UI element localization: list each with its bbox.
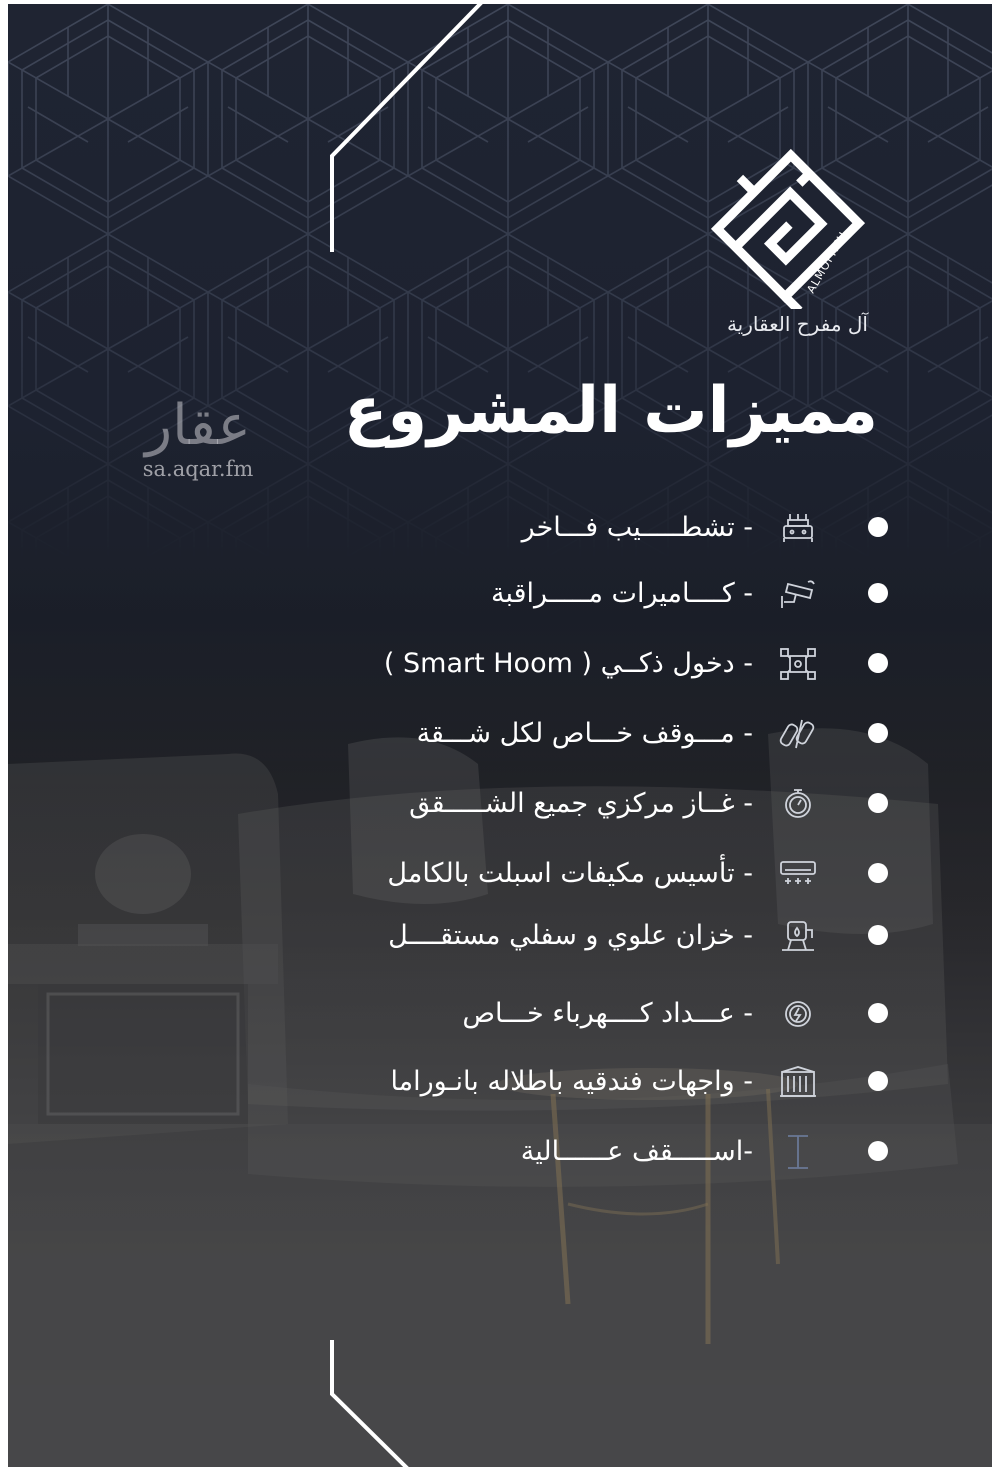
feature-item (308, 574, 898, 614)
feature-item (308, 854, 898, 894)
feature-text: -اســـــقف عــــــالية (520, 1136, 753, 1167)
poster (8, 4, 992, 1467)
feature-item (308, 994, 898, 1034)
feature-text: - واجهات فندقيه باطلاله بانـوراما (390, 1066, 753, 1097)
bullet-dot (868, 583, 888, 603)
furniture-icon (778, 510, 818, 546)
feature-text: - دخول ذكــي ( Smart Hoom ) (383, 648, 753, 679)
watermark-url: sa.aqar.fm (142, 457, 254, 481)
feature-item (308, 784, 898, 824)
feature-text: - مـــوقف خـــاص لكل شـــقة (416, 718, 753, 749)
feature-item (308, 1062, 898, 1102)
logo-wordmark: ALMOFREH (804, 229, 851, 296)
watermark-arabic-text: عقار (145, 393, 251, 458)
bullet-dot (868, 925, 888, 945)
bullet-dot (868, 793, 888, 813)
water-tank-icon (778, 918, 818, 954)
feature-text: - عـــداد كــــهرباء خـــاص (462, 998, 753, 1029)
feature-item (308, 1132, 898, 1172)
electricity-meter-icon (778, 996, 818, 1032)
almofreh-logo-icon (708, 144, 868, 309)
feature-item (308, 644, 898, 684)
smart-home-icon (778, 646, 818, 682)
bullet-dot (868, 1141, 888, 1161)
page-title: مميزات المشروع (343, 374, 878, 448)
feature-text: - كــــاميرات مـــــراقبة (491, 578, 753, 609)
bullet-dot (868, 1071, 888, 1091)
aqar-watermark (118, 394, 278, 480)
ceiling-height-icon (778, 1134, 818, 1170)
parking-cars-icon (778, 716, 818, 752)
feature-item (308, 916, 898, 956)
feature-text: - غــاز مركزي جميع الشـــــقق (409, 788, 753, 819)
bullet-dot (868, 1003, 888, 1023)
feature-text: - تأسيس مكيفات اسبلت بالكامل (387, 858, 753, 889)
feature-item (308, 714, 898, 754)
feature-item (308, 508, 898, 548)
air-conditioner-icon (778, 856, 818, 892)
bullet-dot (868, 723, 888, 743)
bullet-dot (868, 517, 888, 537)
security-camera-icon (778, 576, 818, 612)
bullet-dot (868, 653, 888, 673)
company-name: آل مفرح العقارية (726, 312, 868, 336)
building-facade-icon (778, 1064, 818, 1100)
gas-meter-icon (778, 786, 818, 822)
bullet-dot (868, 863, 888, 883)
feature-text: - تشطـــــيب فـــاخر (521, 512, 753, 543)
feature-text: - خزان علوي و سفلي مستقــــل (388, 920, 753, 951)
